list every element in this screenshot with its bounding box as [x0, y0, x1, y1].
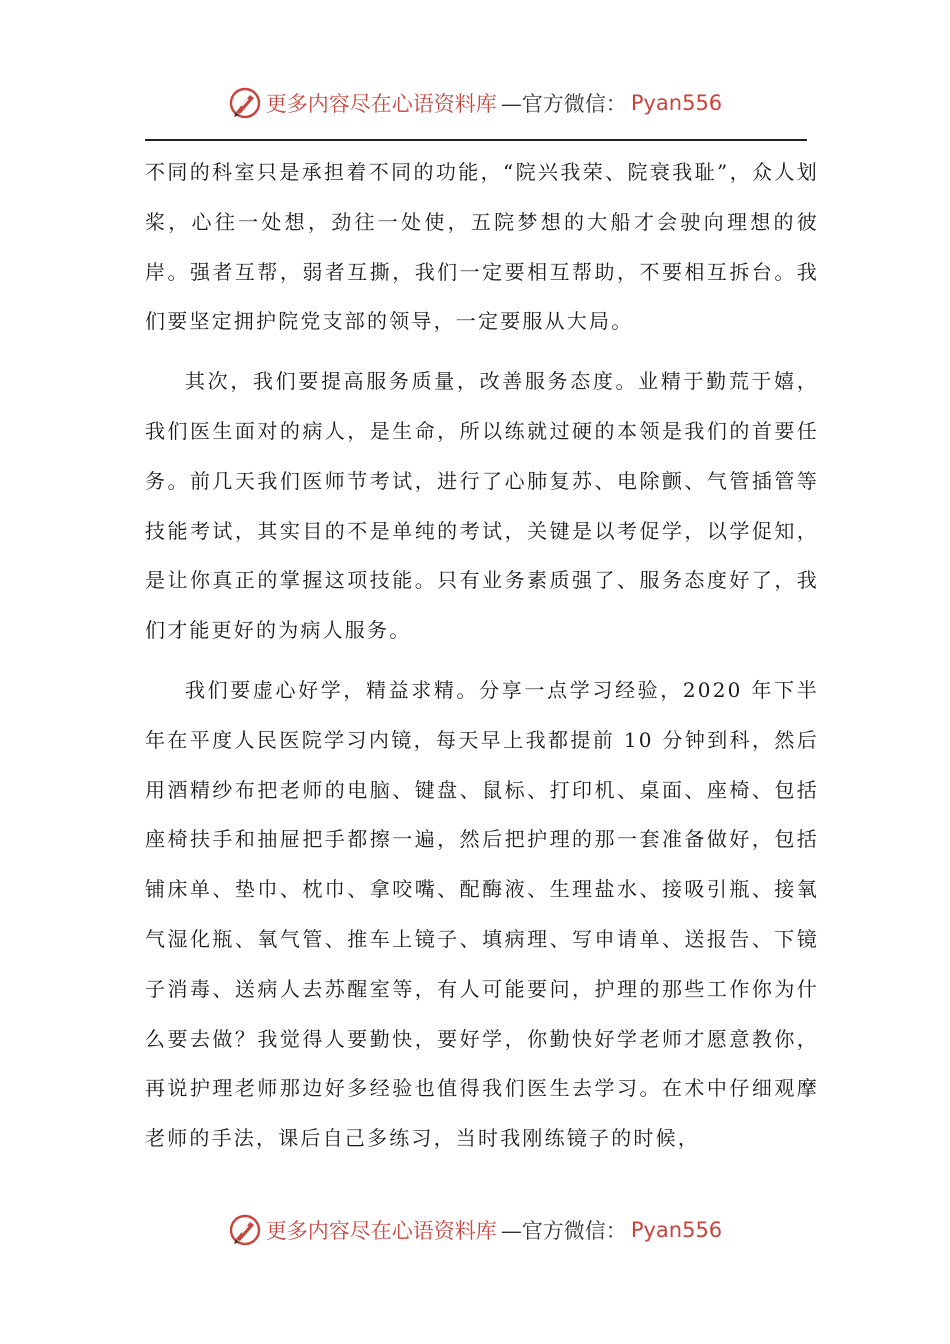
footer-wechat-label: —官方微信：	[500, 1219, 627, 1243]
footer-site-text: 更多内容尽在心语资料库	[265, 1219, 497, 1243]
header-wechat-id: Pyan556	[630, 91, 723, 115]
paragraph: 其次，我们要提高服务质量，改善服务态度。业精于勤荒于嬉，我们医生面对的病人，是生命，所以练就过硬的本领是我们的首要任务。前几天我们医师节考试，进行了心肺复苏、电除颤、气管插管等技能考试，其实目的不是单纯的考试，关键是以考促学，以学促知，是让你真正的掌握这项技能。只有业务素质强了、服务态度好了，我们才能更好的为病人服务。	[145, 369, 819, 643]
header-site-text: 更多内容尽在心语资料库	[265, 92, 497, 116]
pen-logo-icon	[228, 1213, 262, 1247]
footer-wechat-id: Pyan556	[630, 1218, 723, 1242]
paragraph: 不同的科室只是承担着不同的功能，“院兴我荣、院衰我耻”，众人划桨，心往一处想，劲往一处使，五院梦想的大船才会驶向理想的彼岸。强者互帮，弱者互撕，我们一定要相互帮助，不要相互拆台。我们要坚定拥护院党支部的领导，一定要服从大局。	[145, 160, 819, 334]
footer-banner	[0, 1213, 950, 1247]
document-body	[145, 148, 819, 1164]
pen-logo-icon	[228, 86, 262, 120]
header-divider	[145, 139, 807, 141]
paragraph: 我们要虚心好学，精益求精。分享一点学习经验，2020 年下半年在平度人民医院学习内镜，每天早上我都提前 10 分钟到科，然后用酒精纱布把老师的电脑、键盘、鼠标、打印机、桌面、座椅、包括座椅扶手和抽屉把手都擦一遍，然后把护理的那一套准备做好，包括铺床单、垫巾、枕巾、拿咬嘴、配酶液、生理盐水、接吸引瓶、接氧气湿化瓶、氧气管、推车上镜子、填病理、写申请单、送报告、下镜子消毒、送病人去苏醒室等，有人可能要问，护理的那些工作你为什么要去做？我觉得人要勤快，要好学，你勤快好学老师才愿意教你，再说护理老师那边好多经验也值得我们医生去学习。在术中仔细观摩老师的手法，课后自己多练习，当时我刚练镜子的时候，	[145, 677, 819, 1151]
header-banner	[0, 86, 950, 120]
header-wechat-label: —官方微信：	[500, 92, 627, 116]
